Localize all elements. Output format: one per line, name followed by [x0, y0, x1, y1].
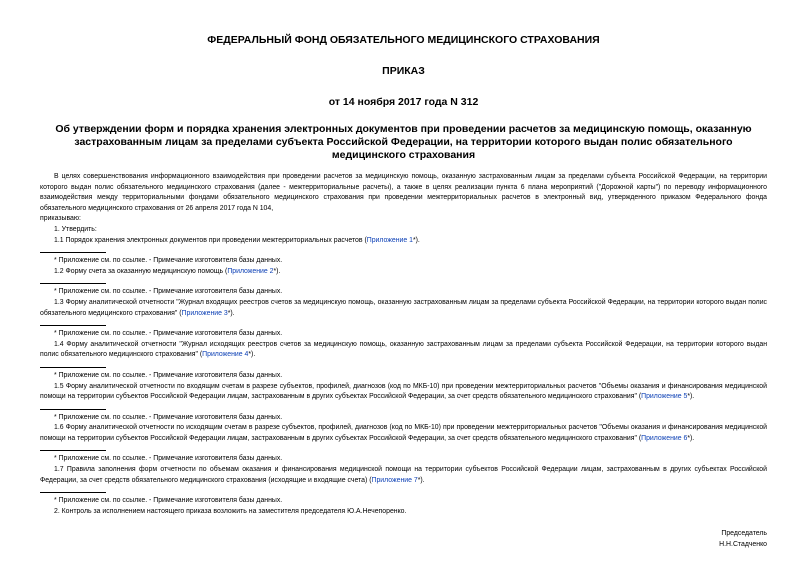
item-1-6: 1.6 Форму аналитической отчетности по исходящим счетам в разрезе субъектов, профилей, диагнозов (код по МКБ-10) при проведении межтерриториальных расчетов "Объемы оказания и финансирования медицинской помощи на территории субъектов Российской Федерации лицам, застрахованным в других субъектах Российской Федерации, за счет средств обязательного медицинского страхования" (Приложение 6*).	[40, 424, 767, 442]
intro-paragraph: В целях совершенствования информационного взаимодействия при проведении расчетов за медицинскую помощь, оказанную застрахованным лицам за пределами субъекта Российской Федерации, на территории которого выдан полис обязательного медицинского страхования (далее - межтерриториальные расчеты), а также в целях реализации пункта 6 плана мероприятий ("Дорожной карты") по переводу информационного взаимодействия между территориальными фондами обязательного медицинского страхования при проведении межтерриториальных расчетов в электронный вид, утвержденного приказом Федерального фонда обязательного медицинского страхования от 26 апреля 2017 года N 104,	[40, 173, 767, 212]
footnote-divider	[40, 325, 106, 326]
document-subject: Об утверждении форм и порядка хранения электронных документов при проведении расчетов за медицинскую помощь, оказанную застрахованным лицам за пределами субъекта Российской Федерации, на территории которого выдан полис обязательного медицинского страхования	[55, 123, 752, 161]
item-1-1: 1.1 Порядок хранения электронных документов при проведении межтерриториальных расчетов (Приложение 1*).	[54, 236, 420, 244]
footnote-divider	[40, 492, 106, 493]
signature-block	[40, 529, 767, 550]
item-1-3: 1.3 Форму аналитической отчетности "Журнал входящих реестров счетов за медицинскую помощь, оказанную застрахованным лицам за пределами субъекта Российской Федерации, на территории которого выдан полис обязательного медицинского страхования" (Приложение 3*).	[40, 298, 767, 317]
appendix-3-link[interactable]: Приложение 3	[181, 309, 228, 317]
signatory-name: Н.Н.Стадченко	[719, 541, 767, 549]
item-1-heading: 1. Утвердить:	[54, 225, 97, 233]
footnote-divider	[40, 450, 106, 451]
footnote: * Приложение см. по ссылке. - Примечание изготовителя базы данных.	[54, 497, 283, 505]
appendix-4-link[interactable]: Приложение 4	[202, 351, 249, 359]
appendix-1-link[interactable]: Приложение 1	[366, 236, 413, 244]
appendix-2-link[interactable]: Приложение 2	[227, 267, 274, 275]
order-word: приказываю:	[40, 215, 81, 223]
document-kind: ПРИКАЗ	[382, 65, 425, 77]
org-name: ФЕДЕРАЛЬНЫЙ ФОНД ОБЯЗАТЕЛЬНОГО МЕДИЦИНСКОГО СТРАХОВАНИЯ	[207, 34, 600, 46]
footnote-divider	[40, 409, 106, 410]
footnote: * Приложение см. по ссылке. - Примечание изготовителя базы данных.	[54, 455, 283, 463]
appendix-6-link[interactable]: Приложение 6	[641, 434, 688, 442]
footnote: * Приложение см. по ссылке. - Примечание изготовителя базы данных.	[54, 257, 283, 265]
appendix-7-link[interactable]: Приложение 7	[371, 476, 418, 484]
footnote-divider	[40, 283, 106, 284]
footnote-divider	[40, 367, 106, 368]
item-1-7: 1.7 Правила заполнения форм отчетности по объемам оказания и финансирования медицинской помощи на территории субъектов Российской Федерации лицам, застрахованным в других субъектах Российской Федерации, за счет средств обязательного медицинского страхования (исходящие и входящие счета) (Приложение 7*).	[40, 466, 767, 484]
item-1-5: 1.5 Форму аналитической отчетности по входящим счетам в разрезе субъектов, профилей, диагнозов (код по МКБ-10) при проведении межтерриториальных расчетов "Объемы оказания и финансирования медицинской помощи на территории субъектов Российской Федерации лицам, застрахованным в других субъектах Российской Федерации, за счет средств обязательного медицинского страхования" (Приложение 5*).	[40, 382, 767, 401]
item-1-2: 1.2 Форму счета за оказанную медицинскую помощь (Приложение 2*).	[54, 267, 281, 275]
footnote: * Приложение см. по ссылке. - Примечание изготовителя базы данных.	[54, 288, 283, 296]
item-2: 2. Контроль за исполнением настоящего приказа возложить на заместителя председателя Ю.А.Нечепоренко.	[54, 507, 407, 515]
item-1-4: 1.4 Форму аналитической отчетности "Журнал исходящих реестров счетов за медицинскую помощь, оказанную застрахованным лицам за пределами субъекта Российской Федерации, на территории которого выдан полис обязательного медицинского страхования" (Приложение 4*).	[40, 340, 767, 359]
footnote-divider	[40, 252, 106, 253]
document-date: от 14 ноября 2017 года N 312	[328, 96, 479, 108]
footnote: * Приложение см. по ссылке. - Примечание изготовителя базы данных.	[54, 371, 283, 379]
footnote: * Приложение см. по ссылке. - Примечание изготовителя базы данных.	[54, 413, 283, 421]
signatory-title: Председатель	[721, 530, 767, 538]
footnote: * Приложение см. по ссылке. - Примечание изготовителя базы данных.	[54, 330, 283, 338]
document-body	[40, 172, 767, 517]
appendix-5-link[interactable]: Приложение 5	[641, 393, 688, 401]
